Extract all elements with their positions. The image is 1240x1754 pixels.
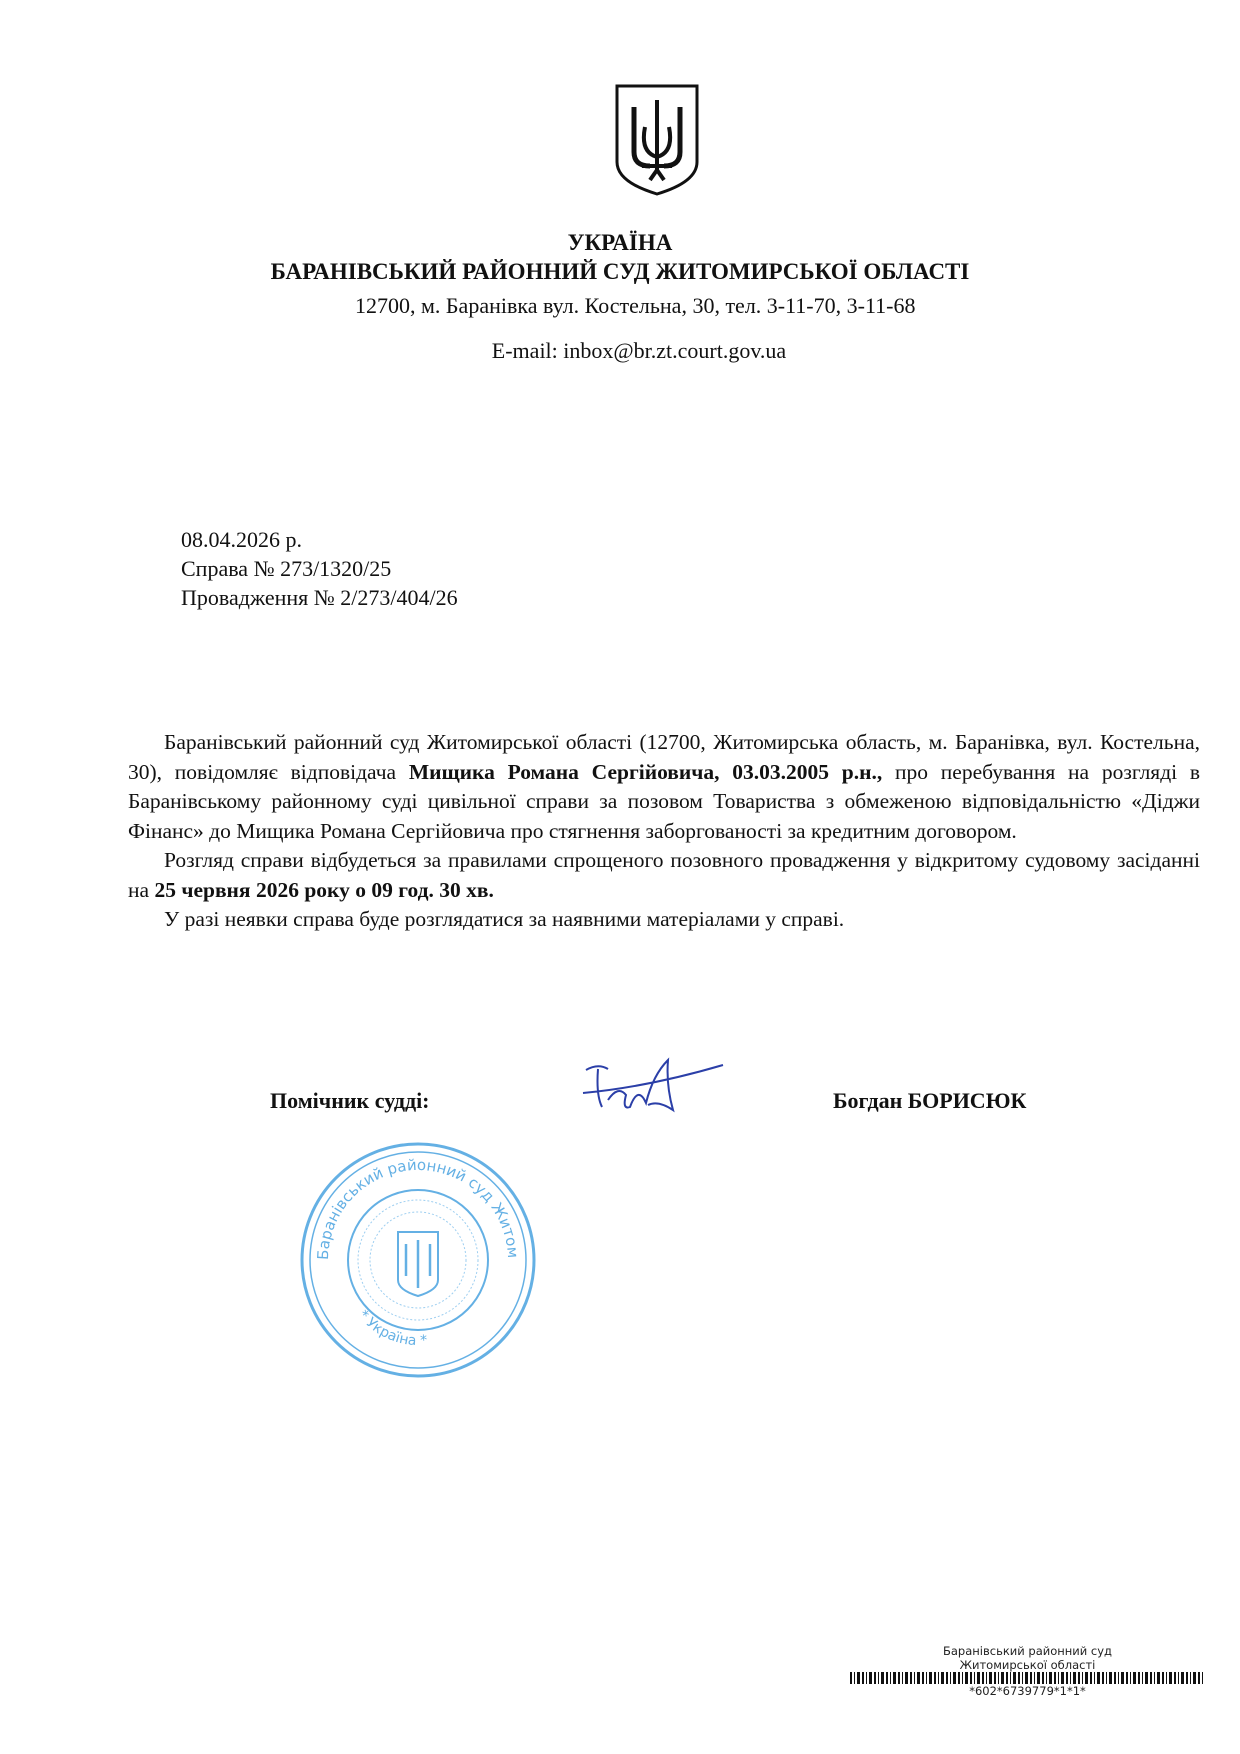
court-heading: БАРАНІВСЬКИЙ РАЙОННИЙ СУД ЖИТОМИРСЬКОЇ ОБЛАСТІ <box>270 259 970 284</box>
defendant-name: Мищика Романа Сергійовича, 03.03.2005 р.н., <box>408 759 883 784</box>
country-heading: УКРАЇНА <box>567 230 673 255</box>
barcode-number: *602*6739779*1*1* <box>969 1684 1086 1698</box>
coat-of-arms-icon <box>612 82 702 198</box>
proceeding-number: Провадження № 2/273/404/26 <box>181 585 458 610</box>
notice-body <box>128 728 1200 935</box>
signer-position: Помічник судді: <box>270 1088 430 1113</box>
barcode-court-line1: Баранівський районний суд <box>942 1644 1112 1658</box>
text: про перебування на розгляді в Баранівському районному суді цивільної справи за позовом Товариства з обмеженою відповідальністю «Діджи Фінанс» до Мищика Романа Сергійовича про стягнення заборгованості за кредитним договором. <box>128 759 1201 843</box>
document-barcode <box>850 1644 1205 1698</box>
court-stamp <box>298 1140 538 1380</box>
paragraph-3: У разі неявки справа буде розглядатися за наявними матеріалами у справі. <box>164 907 845 931</box>
svg-text:Баранівський районний суд Жито: Баранівський районний суд Житом <box>313 1155 523 1261</box>
case-number: Справа № 273/1320/25 <box>181 556 392 581</box>
document-meta <box>181 525 458 612</box>
text: Розгляд справи відбудеться за правилами спрощеного позовного провадження у відкритому судовому засіданні на <box>128 848 1200 902</box>
handwritten-signature <box>578 1055 728 1125</box>
signer-name: Богдан БОРИСЮК <box>833 1088 1027 1113</box>
svg-text:* Україна *: * Україна * <box>354 1307 428 1350</box>
text: Баранівський районний суд Житомирської області (12700, Житомирська область, м. Баранівка, вул. Костельна, 30), повідомляє відповідача <box>128 730 1200 784</box>
document-date: 08.04.2026 р. <box>181 527 302 552</box>
barcode-court-line2: Житомирської області <box>959 1658 1096 1672</box>
hearing-datetime: 25 червня 2026 року о 09 год. 30 хв. <box>154 877 494 902</box>
barcode-bars <box>850 1672 1205 1684</box>
paragraph-1 <box>128 728 1200 846</box>
court-email: E-mail: inbox@br.zt.court.gov.ua <box>491 338 787 363</box>
court-address: 12700, м. Баранівка вул. Костельна, 30, тел. 3-11-70, 3-11-68 <box>355 293 916 318</box>
paragraph-2 <box>128 846 1200 905</box>
